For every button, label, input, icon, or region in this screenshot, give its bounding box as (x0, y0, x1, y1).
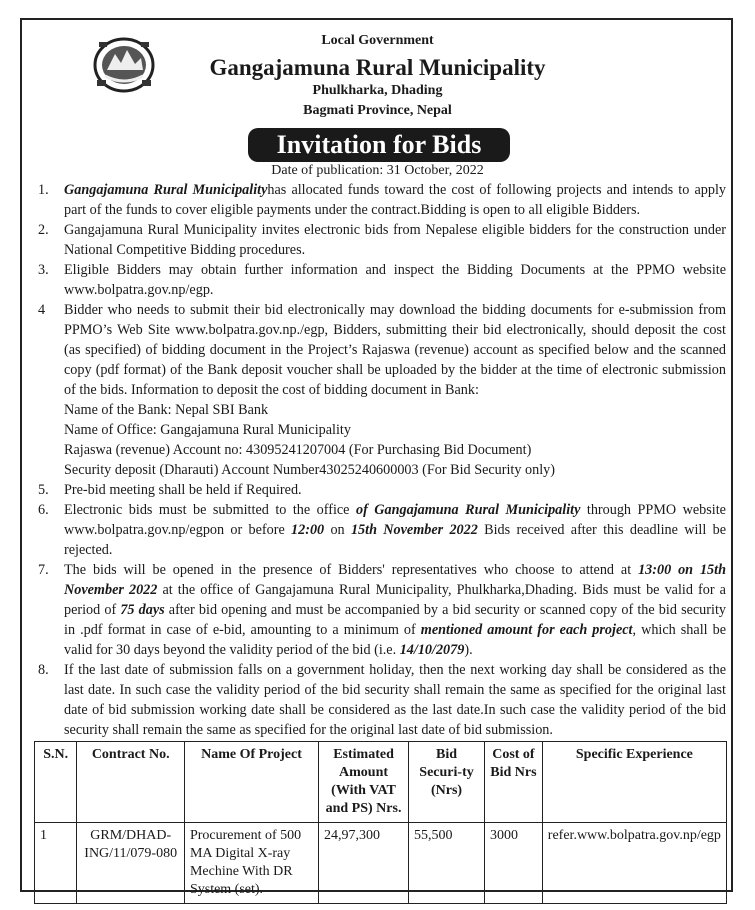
item-number: 6. (38, 502, 49, 518)
item-text-emphasis: 75 days (120, 602, 165, 618)
col-header-amount: Estimated Amount (With VAT and PS) Nrs. (319, 742, 409, 823)
cell-sn: 1 (35, 823, 77, 904)
item-number: 4 (38, 302, 46, 318)
office-name: Name of Office: Gangajamuna Rural Municipality (64, 422, 351, 438)
bank-name: Name of the Bank: Nepal SBI Bank (64, 402, 269, 418)
item-text-emphasis: of Gangajamuna Rural Municipality (355, 502, 581, 518)
item-text: Electronic bids must be submitted to the office (64, 502, 356, 518)
item-number: 7. (38, 562, 49, 578)
item-text-emphasis: 14/10/2079 (399, 642, 465, 658)
item-number: 3. (38, 262, 49, 278)
table-row (35, 823, 727, 904)
publication-date: Date of publication: 31 October, 2022 (271, 163, 484, 178)
item-text: after bid opening and must be accompanied by a bid security or scanned copy of the bid security in .pdf format in case of e-bid, amounting to a minimum of (64, 602, 726, 638)
col-header-contract: Contract No. (77, 742, 185, 823)
list-item (38, 300, 726, 480)
local-government-label: Local Government (321, 33, 434, 48)
item-text: ). (464, 642, 473, 658)
col-header-cost: Cost of Bid Nrs (485, 742, 543, 823)
list-item (38, 480, 726, 500)
item-number: 2. (38, 222, 49, 238)
col-header-project: Name Of Project (184, 742, 318, 823)
item-text: The bids will be opened in the presence of Bidders' representatives who choose to attend at (64, 562, 639, 578)
bids-table (34, 741, 727, 904)
list-item (38, 560, 726, 660)
revenue-account: Rajaswa (revenue) Account no: 43095241207004 (For Purchasing Bid Document) (64, 442, 532, 458)
list-item (38, 180, 726, 220)
cell-cost: 3000 (485, 823, 543, 904)
item-text: If the last date of submission falls on a government holiday, then the next working day shall be considered as the last date. In such case the validity period of the bid security shall remain the same as specified for the original last date of bid submission working date shall be considered as the last date.In such case the validity period of the bid security shall remain the same as specified for the original last date of bid submission. (64, 662, 726, 738)
item-text: Eligible Bidders may obtain further information and inspect the Bidding Documents at the PPMO website www.bolpatra.gov.np/egp. (64, 262, 726, 298)
item-text: Gangajamuna Rural Municipality invites electronic bids from Nepalese eligible bidders for the construction under National Competitive Bidding procedures. (64, 222, 726, 258)
col-header-sn: S.N. (35, 742, 77, 823)
list-item (38, 260, 726, 300)
cell-project: Procurement of 500 MA Digital X-ray Mechine With DR System (set). (184, 823, 318, 904)
item-text-emphasis: Gangajamuna Rural Municipality (64, 182, 268, 198)
cell-security: 55,500 (409, 823, 485, 904)
item-text: through PPMO website www.bolpatra.gov.np/egpon or before (64, 502, 726, 538)
col-header-security: Bid Securi-ty (Nrs) (409, 742, 485, 823)
security-account: Security deposit (Dharauti) Account Number43025240600003 (For Bid Security only) (64, 462, 555, 478)
item-number: 1. (38, 182, 49, 198)
municipality-name: Gangajamuna Rural Municipality (209, 55, 546, 80)
item-text: has allocated funds toward the cost of following projects and intends to apply part of the funds to cover eligible payments under the contract.Bidding is open to all eligible Bidders. (64, 182, 726, 218)
col-header-experience: Specific Experience (542, 742, 726, 823)
item-text-emphasis: mentioned amount for each project (420, 622, 633, 638)
item-text: Pre-bid meeting shall be held if Required. (64, 482, 302, 498)
item-text-emphasis: 13:00 on 15th November 2022 (64, 562, 726, 598)
table-header-row (35, 742, 727, 823)
list-item (38, 500, 726, 560)
item-text-emphasis: 15th November 2022 (350, 522, 478, 538)
invitation-banner: Invitation for Bids (248, 128, 510, 162)
item-text: Bids received after this deadline will be rejected. (64, 522, 726, 558)
list-item (38, 660, 726, 740)
address-line-2: Bagmati Province, Nepal (303, 103, 452, 118)
notice-items (38, 180, 726, 740)
item-number: 5. (38, 482, 49, 498)
item-number: 8. (38, 662, 49, 678)
item-text: on (324, 522, 351, 538)
item-text: Bidder who needs to submit their bid electronically may download the bidding documents for e-submission from PPMO’s Web Site www.bolpatra.gov.np./egp, Bidders, submitting their bid electronically, should deposit the cost (as specified) of bidding document in the Project’s Rajaswa (revenue) account as specified below and the scanned copy (pdf format) of the Bank deposit voucher shall be uploaded by the bidder at the time of electronic submission of the bids. Information to deposit the cost of bidding document in Bank: (64, 302, 726, 398)
cell-amount: 24,97,300 (319, 823, 409, 904)
item-text: , which shall be valid for 30 days beyond the validity period of the bid (i.e. (64, 622, 727, 658)
address-line-1: Phulkharka, Dhading (312, 83, 443, 98)
cell-contract: GRM/DHAD-ING/11/079-080 (77, 823, 185, 904)
item-text-emphasis: 12:00 (291, 522, 325, 538)
list-item (38, 220, 726, 260)
item-text: at the office of Gangajamuna Rural Municipality, Phulkharka,Dhading. Bids must be valid for a period of (64, 582, 726, 618)
cell-experience: refer.www.bolpatra.gov.np/egp (542, 823, 726, 904)
